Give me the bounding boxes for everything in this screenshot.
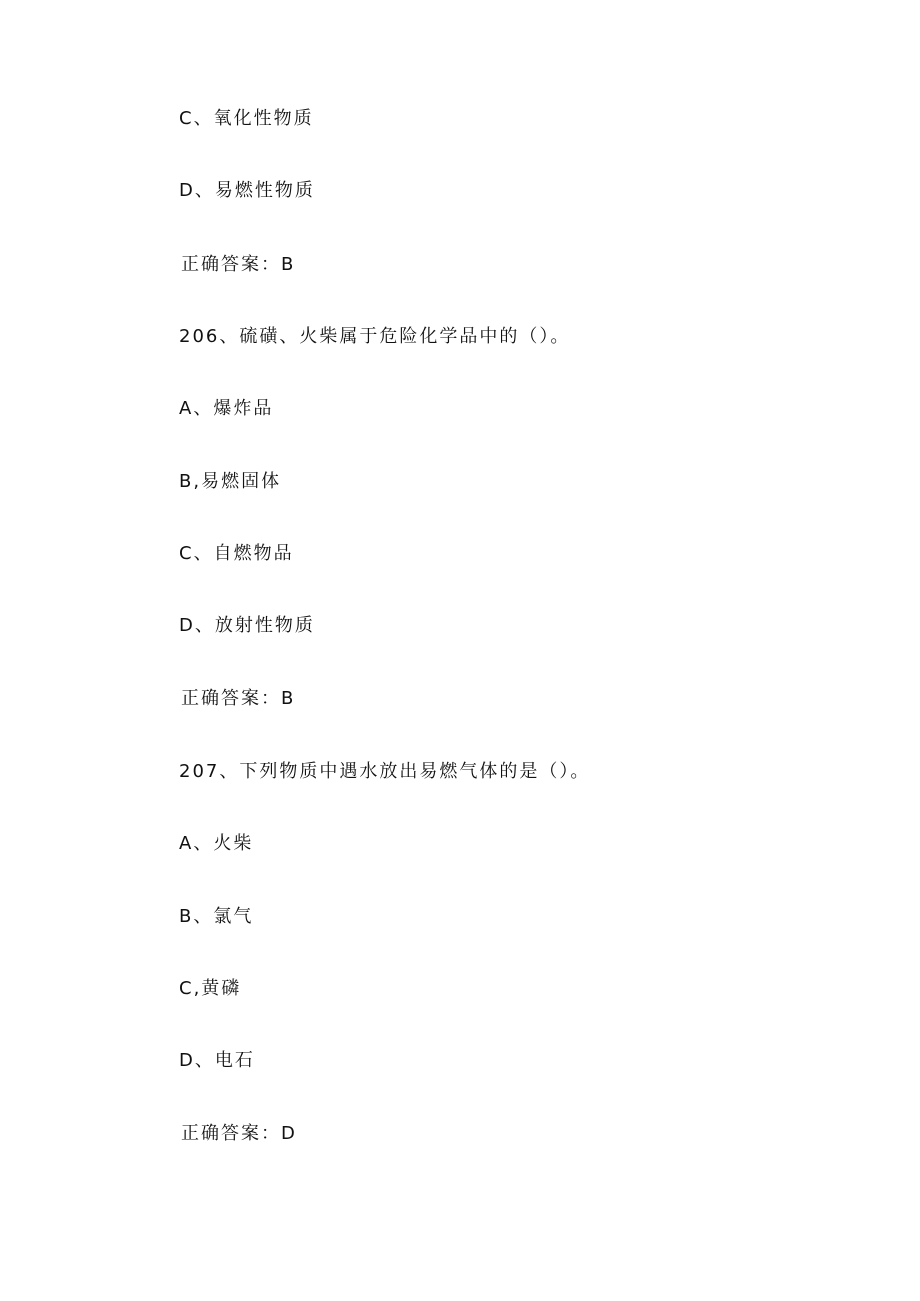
option-b-text: B,易燃固体 (179, 471, 282, 492)
option-a-text: A、爆炸品 (179, 398, 274, 419)
option-c-text: C、氧化性物质 (179, 108, 314, 129)
correct-answer-text: 正确答案：B (181, 254, 296, 275)
option-a-text: A、火柴 (179, 833, 254, 854)
question-206-text: 206、硫磺、火柴属于危险化学品中的（）。 (179, 326, 571, 347)
option-c-text: C,黄磷 (179, 978, 242, 999)
question-207-text: 207、下列物质中遇水放出易燃气体的是（）。 (179, 761, 591, 782)
correct-answer-text: 正确答案：B (181, 688, 296, 709)
option-d-text: D、易燃性物质 (179, 180, 315, 201)
correct-answer-text: 正确答案：D (181, 1123, 297, 1144)
option-d-text: D、放射性物质 (179, 615, 315, 636)
option-b-text: B、氯气 (179, 906, 254, 927)
option-d-text: D、电石 (179, 1050, 255, 1071)
option-c-text: C、自燃物品 (179, 543, 294, 564)
